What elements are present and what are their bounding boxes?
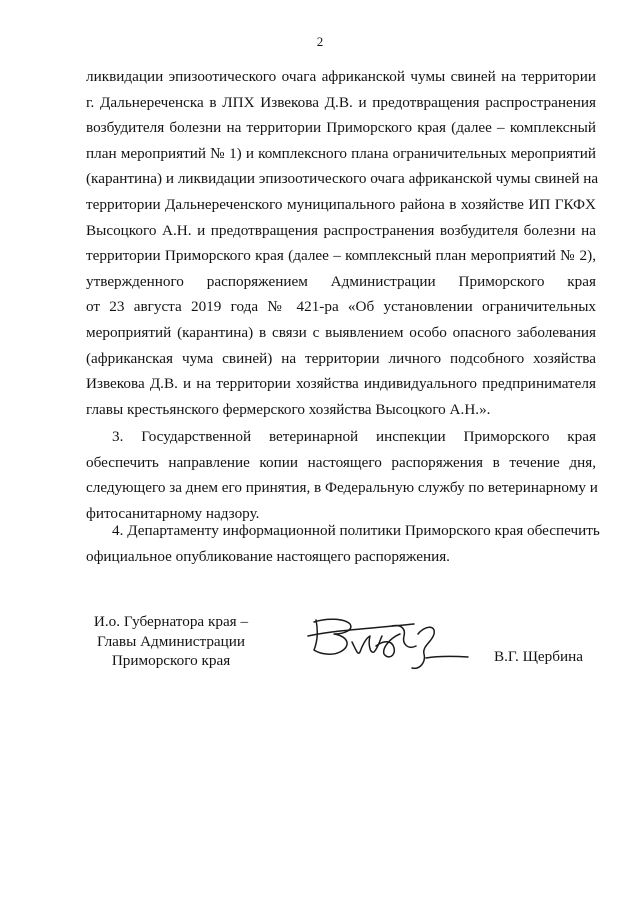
- text-line: (карантина) и ликвидации эпизоотического очага африканской чумы свиней на: [86, 170, 599, 188]
- signatory-title-line: Приморского края: [111, 652, 231, 669]
- text-line: 3. Государственной ветеринарной инспекции Приморского края: [112, 428, 596, 445]
- text-line: план мероприятий № 1) и комплексного плана ограничительных мероприятий: [86, 144, 596, 162]
- paragraph-4: [86, 518, 600, 569]
- text-line: утвержденного распоряжением Администрации Приморского края: [86, 272, 596, 290]
- signatory-title: [86, 612, 256, 671]
- paragraph-3: [86, 424, 596, 526]
- page-number: 2: [316, 34, 324, 49]
- text-line: г. Дальнереченска в ЛПХ Извекова Д.В. и предотвращения распространения: [86, 93, 596, 111]
- text-line: 4. Департаменту информационной политики Приморского края обеспечить: [112, 522, 600, 539]
- text-line: территории Дальнереченского муниципального района в хозяйстве ИП ГКФХ: [86, 195, 596, 213]
- paragraph-continuation: [86, 64, 599, 422]
- text-line: от 23 августа 2019 года № 421-ра «Об установлении ограничительных: [86, 298, 596, 316]
- signatory-name: В.Г. Щербина: [494, 648, 583, 665]
- text-line: фитосанитарному надзору.: [86, 504, 260, 522]
- text-line: официальное опубликование настоящего распоряжения.: [86, 547, 450, 565]
- text-line: главы крестьянского фермерского хозяйства Высоцкого А.Н.».: [86, 400, 491, 418]
- text-line: Высоцкого А.Н. и предотвращения распространения возбудителя болезни на: [86, 221, 596, 239]
- handwritten-signature: [296, 606, 472, 678]
- text-line: ликвидации эпизоотического очага африканской чумы свиней на территории: [86, 68, 596, 85]
- signatory-title-line: И.о. Губернатора края –: [93, 613, 249, 630]
- text-line: (африканская чума свиней) на территории личного подсобного хозяйства: [86, 349, 596, 367]
- text-line: Извекова Д.В. и на территории хозяйства индивидуального предпринимателя: [86, 375, 596, 393]
- text-line: обеспечить направление копии настоящего распоряжения в течение дня,: [86, 453, 596, 471]
- text-line: мероприятий (карантина) в связи с выявлением особо опасного заболевания: [86, 323, 596, 341]
- text-line: следующего за днем его принятия, в Федеральную службу по ветеринарному и: [86, 479, 598, 497]
- text-line: территории Приморского края (далее – комплексный план мероприятий № 2),: [86, 247, 596, 265]
- text-line: возбудителя болезни на территории Приморского края (далее – комплексный: [86, 119, 596, 137]
- signatory-title-line: Главы Администрации: [96, 632, 246, 650]
